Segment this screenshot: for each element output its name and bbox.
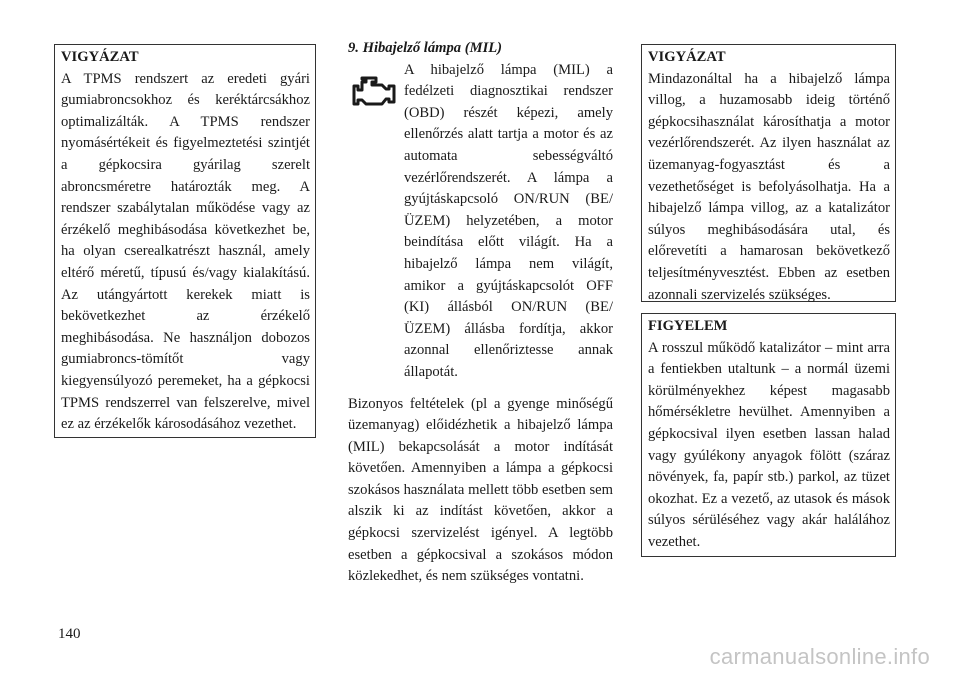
catalyst-caution-box [641, 313, 896, 557]
caution-text: A rosszul működő katalizátor – mint arra a fentiekben utaltunk – a normál üzemi körülményekhez képest magasabb hőmérsékletre hevülhet. Amennyiben a gépkocsival ilyen esetben lassan halad vagy gyúlékony anyagok fölött (száraz növények, fa, papír stb.) parkol, az tüzet okozhat. Ez a vezető, az utasok és mások súlyos sérüléséhez vagy akár halálához vezethet. [648, 339, 890, 550]
warning-text: Mindazonáltal ha a hibajelző lámpa villog, a huzamosabb ideig történő gépkocsihasználat károsíthatja a motor vezérlőrendszerét. Az ilyen használat az üzemanyag-fogyasztást és a vezethetőséget is befolyásolhatja. Ha a hibajelző lámpa villog, az a katalizátor súlyos meghibásodására utal, és előrevetíti a hamarosan bekövetkező teljesítményvesztést. Ebben az esetben azonnali szervizelés szükséges. [648, 70, 890, 303]
mil-intro [348, 60, 613, 384]
warning-title: VIGYÁZAT [648, 49, 726, 65]
warning-text: A TPMS rendszert az eredeti gyári gumiabroncsokhoz és keréktárcsákhoz optimalizálták. A TPMS rendszer nyomásértékeit és figyelmeztetési szintjét a gépkocsira gyárilag szerelt abroncsméretre határozták meg. A rendszer szabálytalan működése vagy az érzékelő meghibásodása következhet be, ha olyan cserealkatrészt használ, amely eltérő méretű, típusú és/vagy kialakítású. Az utángyártott kerekek miatt is bekövetkezhet az érzékelő meghibásodása. Ne használjon dobozos gumiabroncs-tömítőt vagy kiegyensúlyozó peremeket, ha a gépkocsi TPMS rendszerrel van felszerelve, mivel ez az érzékelők károsodásához vezethet. [61, 70, 310, 433]
warning-title: VIGYÁZAT [61, 49, 139, 65]
mil-paragraph-2: Bizonyos feltételek (pl a gyenge minőségű üzemanyag) előidézhetik a hibajelző lámpa (MIL) bekapcsolását a motor indítását követően. Amennyiben a lámpa a gépkocsi szokásos használata mellett több esetben sem alszik ki az indítást követően, akkor a gépkocsi szervizelést igényel. A legtöbb esetben a gépkocsival a szokásos módon közlekedhet, és nem szükséges vontatni. [348, 395, 613, 585]
tpms-warning-box [54, 44, 316, 438]
section-title: 9. Hibajelző lámpa (MIL) [348, 40, 503, 56]
mil-warning-box [641, 44, 896, 302]
mil-paragraph-1: A hibajelző lámpa (MIL) a fedélzeti diagnosztikai rendszer (OBD) részét képezi, amely ellenőrzés alatt tartja a motor és az automata sebességváltó vezérlőrendszerét. A lámpa a gyújtáskapcsoló ON/RUN (BE/ÜZEM) helyzetében, a motor beindítása előtt világít. Ha a hibajelző lámpa nem világít, amikor a gyújtáskapcsolót OFF (KI) állásból ON/RUN (BE/ÜZEM) állásba fordítja, akkor azonnal ellenőriztesse annak állapotát. [404, 61, 613, 380]
caution-title: FIGYELEM [648, 318, 728, 334]
watermark: carmanualsonline.info [709, 644, 930, 669]
mil-section [348, 38, 613, 588]
page-number: 140 [58, 626, 81, 642]
check-engine-icon [348, 70, 404, 110]
